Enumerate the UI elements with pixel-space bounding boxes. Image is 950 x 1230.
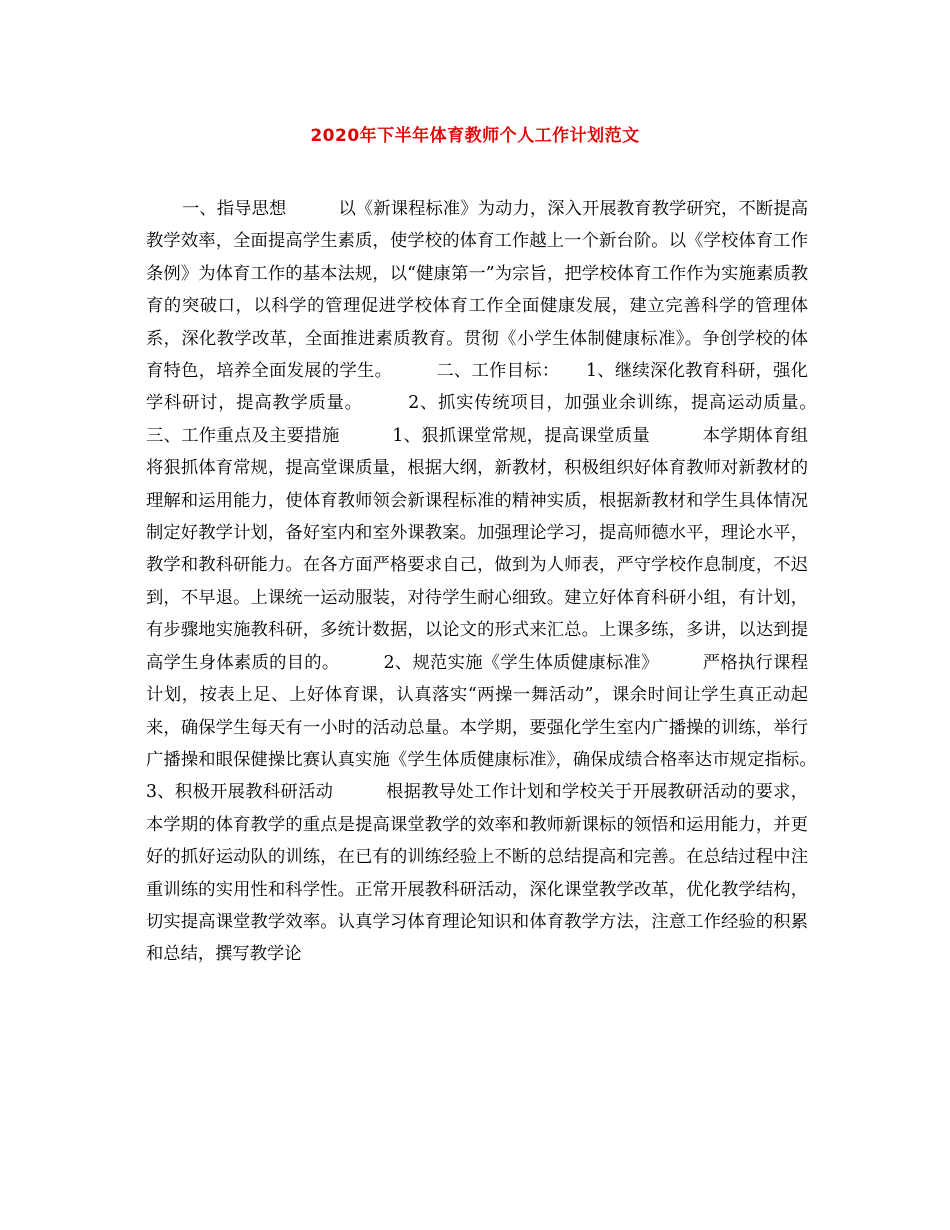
document-body: 一、指导思想 以《新课程标准》为动力，深入开展教育教学研究，不断提高教学效率，全面提高学生素质，使学校的体育工作越上一个新台阶。以《学校体育工作条例》为体育工作的基本法规，以“健康第一”为宗旨，把学校体育工作作为实施素质教育的突破口，以科学的管理促进学校体育工作全面健康发展，建立完善科学的管理体系，深化教学改革，全面推进素质教育。贯彻《小学生体制健康标准》。争创学校的体育特色，培养全面发展的学生。 二、工作目标： 1、继续深化教育科研，强化学科研讨，提高教学质量。 2、抓实传统项目，加强业余训练，提高运动质量。 三、工作重点及主要措施 1、狠抓课堂常规，提高课堂质量 本学期体育组将狠抓体育常规，提高堂课质量，根据大纲，新教材，积极组织好体育教师对新教材的理解和运用能力，使体育教师领会新课程标准的精神实质，根据新教材和学生具体情况制定好教学计划，备好室内和室外课教案。加强理论学习，提高师德水平，理论水平，教学和教科研能力。在各方面严格要求自己，做到为人师表，严守学校作息制度，不迟到，不早退。上课统一运动服装，对待学生耐心细致。建立好体育科研小组，有计划，有步骤地实施教科研，多统计数据，以论文的形式来汇总。上课多练，多讲，以达到提高学生身体素质的目的。 2、规范实施《学生体质健康标准》 严格执行课程计划，按表上足、上好体育课，认真落实“两操一舞活动”，课余时间让学生真正动起来，确保学生每天有一小时的活动总量。本学期，要强化学生室内广播操的训练，举行广播操和眼保健操比赛认真实施《学生体质健康标准》，确保成绩合格率达市规定指标。 3、积极开展教科研活动 根据教导处工作计划和学校关于开展教研活动的要求，本学期的体育教学的重点是提高课堂教学的效率和教师新课标的领悟和运用能力，并更好的抓好运动队的训练，在已有的训练经验上不断的总结提高和完善。在总结过程中注重训练的实用性和科学性。正常开展教科研活动，深化课堂教学改革，优化教学结构，切实提高课堂教学效率。认真学习体育理论知识和体育教学方法，注意工作经验的积累和总结，撰写教学论 <box>146 199 860 965</box>
document-title: 2020年下半年体育教师个人工作计划范文 <box>310 126 640 146</box>
